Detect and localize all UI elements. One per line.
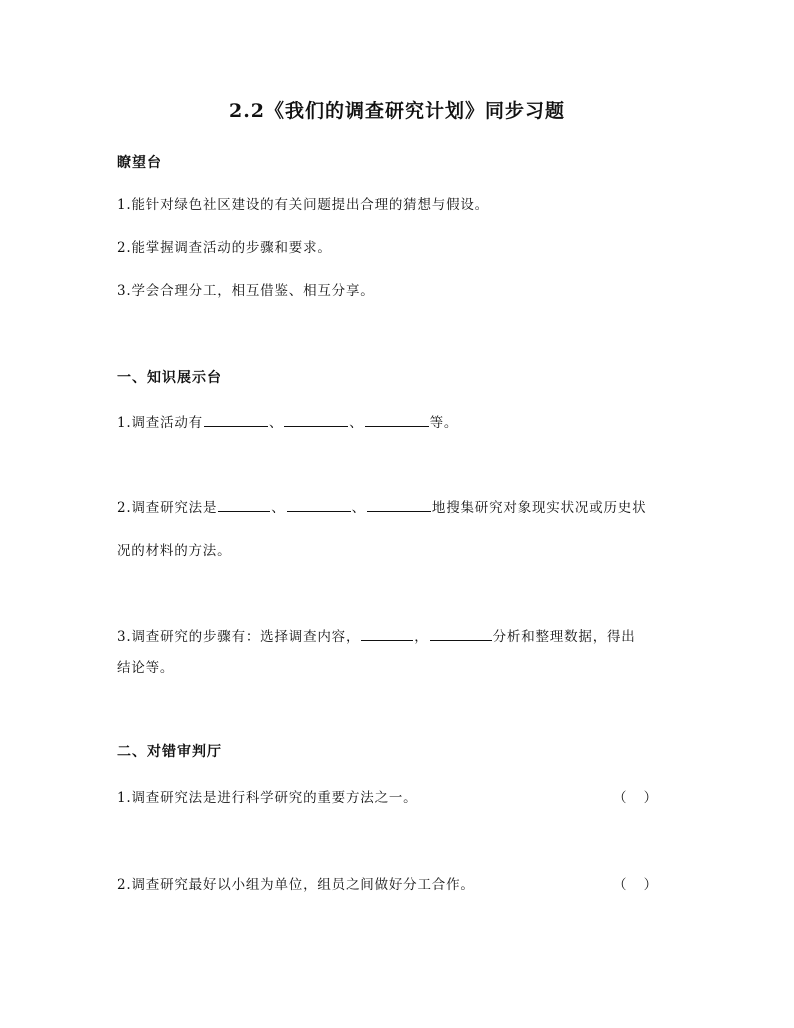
question-text: 1.调查活动有 — [117, 415, 203, 431]
fill-question-1 — [117, 411, 687, 431]
question-text: 分析和整理数据，得出 — [492, 629, 636, 645]
separator: 、 — [271, 500, 286, 516]
answer-blank[interactable] — [204, 412, 268, 427]
judge-question-2: 2.调查研究最好以小组为单位，组员之间做好分工合作。 — [117, 877, 475, 893]
question-text: 3.调查研究的步骤有：选择调查内容， — [117, 629, 361, 645]
answer-blank[interactable] — [367, 497, 431, 512]
question-text: 等。 — [429, 415, 459, 431]
answer-blank[interactable] — [361, 626, 413, 641]
fill-question-2-line-2: 况的材料的方法。 — [117, 543, 232, 559]
answer-parentheses[interactable]: （ ） — [613, 877, 658, 893]
preview-item-1: 1.能针对绿色社区建设的有关问题提出合理的猜想与假设。 — [117, 197, 489, 213]
separator: ， — [414, 629, 429, 645]
answer-blank[interactable] — [430, 626, 492, 641]
separator: 、 — [349, 415, 364, 431]
separator: 、 — [268, 415, 284, 431]
separator: 、 — [351, 500, 366, 516]
preview-heading: 瞭望台 — [117, 155, 162, 171]
answer-blank[interactable] — [218, 497, 270, 512]
fill-question-3 — [117, 625, 687, 645]
answer-blank[interactable] — [284, 412, 348, 427]
page-title: 2.2《我们的调查研究计划》同步习题 — [228, 100, 566, 122]
preview-item-2: 2.能掌握调查活动的步骤和要求。 — [117, 240, 332, 256]
answer-blank[interactable] — [287, 497, 351, 512]
preview-item-3: 3.学会合理分工，相互借鉴、相互分享。 — [117, 283, 375, 299]
section-1-heading: 一、知识展示台 — [117, 370, 222, 386]
judge-question-1: 1.调查研究法是进行科学研究的重要方法之一。 — [117, 790, 418, 806]
fill-question-3-line-2: 结论等。 — [117, 660, 175, 676]
fill-question-2 — [117, 496, 687, 516]
question-text: 2.调查研究法是 — [117, 500, 218, 516]
answer-blank[interactable] — [365, 412, 429, 427]
question-text: 地搜集研究对象现实状况或历史状 — [431, 500, 647, 516]
section-2-heading: 二、对错审判厅 — [117, 744, 222, 760]
answer-parentheses[interactable]: （ ） — [613, 790, 658, 806]
